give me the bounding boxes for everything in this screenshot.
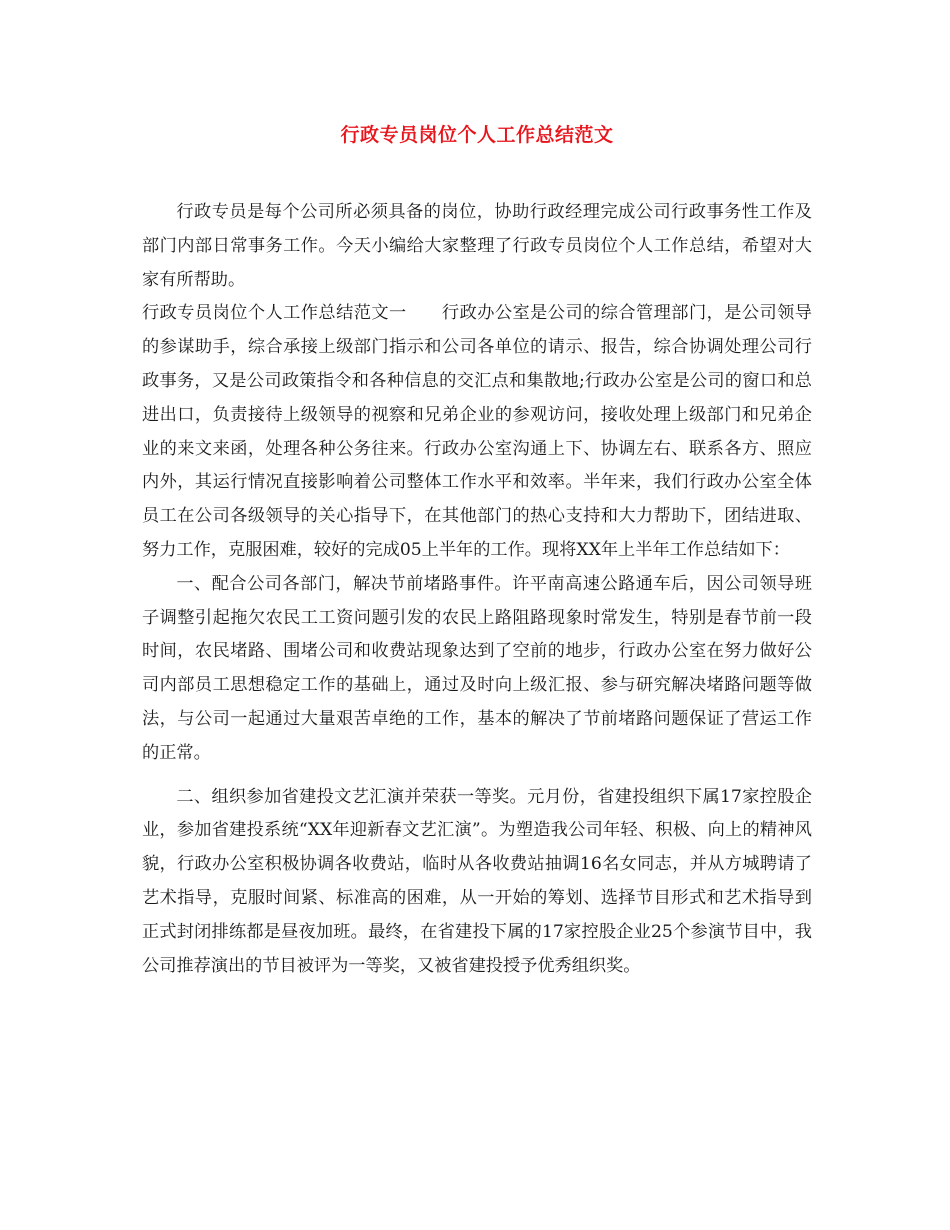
- document-page: [142, 110, 812, 983]
- document-title: 行政专员岗位个人工作总结范文: [340, 124, 614, 146]
- intro-paragraph: 行政专员是每个公司所必须具备的岗位，协助行政经理完成公司行政事务性工作及部门内部日常事务工作。今天小编给大家整理了行政专员岗位个人工作总结，希望对大家有所帮助。: [142, 202, 812, 290]
- body-paragraph-1: 行政专员岗位个人工作总结范文一 行政办公室是公司的综合管理部门，是公司领导的参谋助手，综合承接上级部门指示和公司各单位的请示、报告，综合协调处理公司行政事务，又是公司政策指令和各种信息的交汇点和集散地;行政办公室是公司的窗口和总进出口，负责接待上级领导的视察和兄弟企业的参观访问，接收处理上级部门和兄弟企业的来文来函，处理各种公务往来。行政办公室沟通上下、协调左右、联系各方、照应内外，其运行情况直接影响着公司整体工作水平和效率。半年来，我们行政办公室全体员工在公司各级领导的关心指导下，在其他部门的热心支持和大力帮助下，团结进取、努力工作，克服困难，较好的完成05上半年的工作。现将XX年上半年工作总结如下：: [142, 303, 812, 560]
- body-paragraph-3: 二、组织参加省建投文艺汇演并荣获一等奖。元月份，省建投组织下属17家控股企业，参加省建投系统“XX年迎新春文艺汇演”。为塑造我公司年轻、积极、向上的精神风貌，行政办公室积极协调各收费站，临时从各收费站抽调16名女同志，并从方城聘请了艺术指导，克服时间紧、标准高的困难，从一开始的筹划、选择节目形式和艺术指导到正式封闭排练都是昼夜加班。最终，在省建投下属的17家控股企业25个参演节目中，我公司推荐演出的节目被评为一等奖，又被省建投授予优秀组织奖。: [142, 786, 812, 976]
- body-paragraph-2: 一、配合公司各部门，解决节前堵路事件。许平南高速公路通车后，因公司领导班子调整引起拖欠农民工工资问题引发的农民上路阻路现象时常发生，特别是春节前一段时间，农民堵路、围堵公司和收费站现象达到了空前的地步，行政办公室在努力做好公司内部员工思想稳定工作的基础上，通过及时向上级汇报、参与研究解决堵路问题等做法，与公司一起通过大量艰苦卓绝的工作，基本的解决了节前堵路问题保证了营运工作的正常。: [142, 573, 812, 763]
